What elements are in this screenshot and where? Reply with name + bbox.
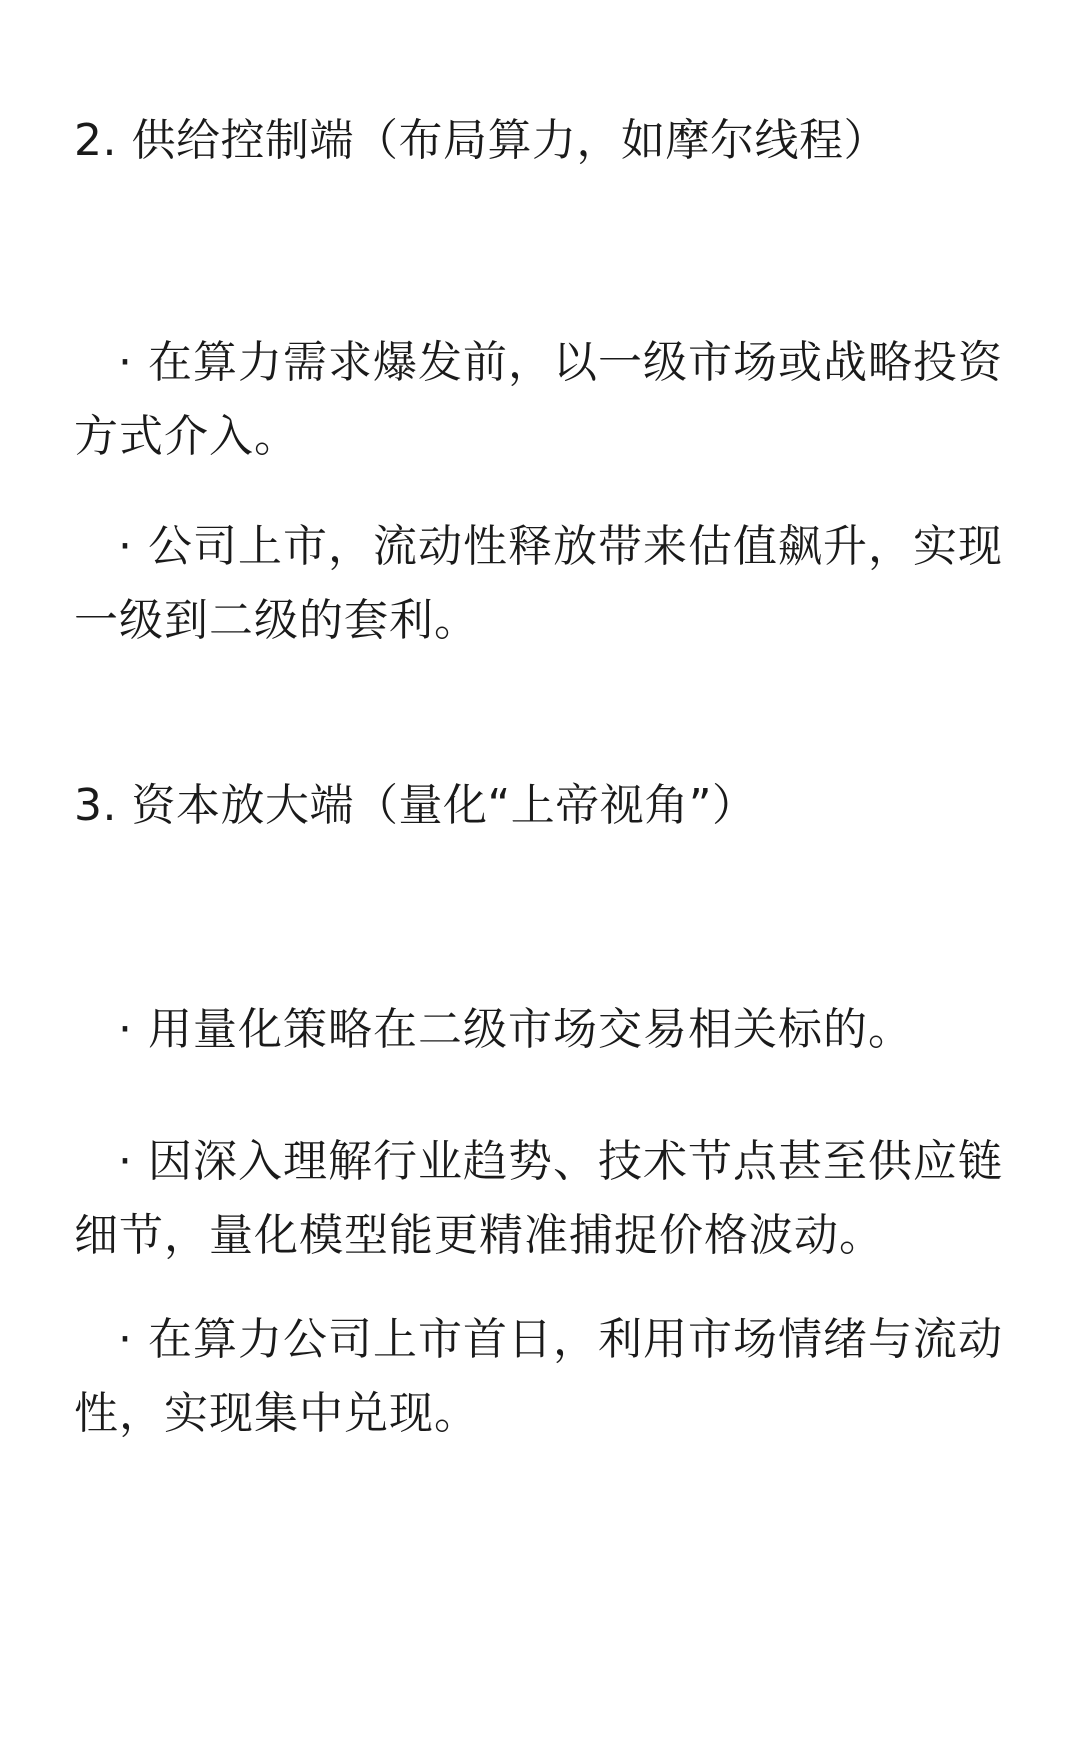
list-item-capital-2 [74,1125,1014,1273]
list-item-text: 公司上市，流动性释放带来估值飙升，实现一级到二级的套利。 [74,521,1003,646]
list-item-text: 用量化策略在二级市场交易相关标的。 [148,1004,913,1055]
list-item-capital-1 [74,993,1014,1067]
list-item-text: 在算力需求爆发前，以一级市场或战略投资方式介入。 [74,337,1003,462]
section-heading-capital-amplify: 3. 资本放大端（量化“上帝视角”） [74,780,757,831]
list-item-text: 在算力公司上市首日，利用市场情绪与流动性，实现集中兑现。 [74,1314,1003,1439]
list-item-supply-2 [74,510,1014,658]
section-heading-supply-control: 2. 供给控制端（布局算力，如摩尔线程） [74,115,888,166]
bullet-mark: · [118,1314,133,1365]
bullet-mark: · [118,1136,133,1187]
list-item-supply-1 [74,326,1014,474]
bullet-mark: · [118,1004,133,1055]
bullet-mark: · [118,337,133,388]
list-item-capital-3 [74,1303,1014,1451]
list-item-text: 因深入理解行业趋势、技术节点甚至供应链细节，量化模型能更精准捕捉价格波动。 [74,1136,1003,1261]
bullet-mark: · [118,521,133,572]
